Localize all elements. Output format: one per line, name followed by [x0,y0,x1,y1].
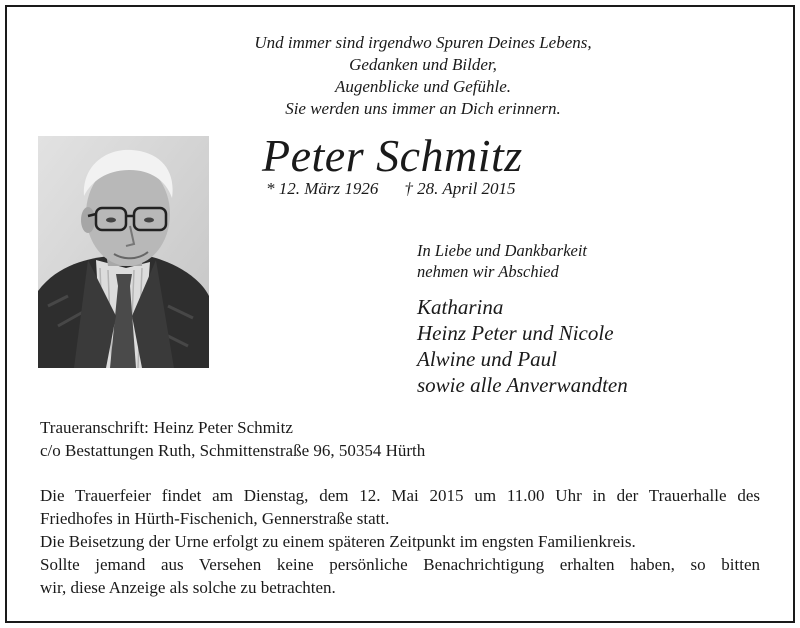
mourner-name: Alwine und Paul [417,347,557,371]
mourning-address [40,416,425,462]
mourner-name: sowie alle Anverwandten [417,373,628,397]
notice-line: Friedhofes in Hürth-Fischenich, Gennerstraße statt. [40,509,390,528]
deceased-name: Peter Schmitz [262,130,523,181]
poem-line: Und immer sind irgendwo Spuren Deines Lebens, [254,33,592,52]
notice-line: Die Trauerfeier findet am Dienstag, dem 12. Mai 2015 um 11.00 Uhr in der Trauerhalle des [40,486,760,505]
ceremony-notice [40,484,760,599]
mourner-name: Katharina [417,295,504,319]
notice-line: Sollte jemand aus Versehen keine persönliche Benachrichtigung erhalten haben, so bitten [40,555,760,574]
address-line: Traueranschrift: Heinz Peter Schmitz [40,418,293,437]
farewell-line: nehmen wir Abschied [417,262,559,281]
birth-date: * 12. März 1926 [266,179,379,198]
life-dates [266,178,516,200]
poem-line: Gedanken und Bilder, [349,55,497,74]
notice-line: Die Beisetzung der Urne erfolgt zu einem späteren Zeitpunkt im engsten Familienkreis. [40,532,636,551]
farewell-line: In Liebe und Dankbarkeit [417,241,588,260]
notice-line: wir, diese Anzeige als solche zu betrachten. [40,578,336,597]
portrait-photo [38,136,209,368]
portrait-illustration [38,136,209,368]
mourner-name: Heinz Peter und Nicole [417,321,614,345]
death-date: † 28. April 2015 [404,179,516,198]
memorial-poem [0,32,800,120]
poem-line: Sie werden uns immer an Dich erinnern. [285,99,561,118]
poem-line: Augenblicke und Gefühle. [334,77,512,96]
address-line: c/o Bestattungen Ruth, Schmittenstraße 96, 50354 Hürth [40,441,426,460]
farewell-text [417,240,587,282]
mourners-list [417,294,628,398]
